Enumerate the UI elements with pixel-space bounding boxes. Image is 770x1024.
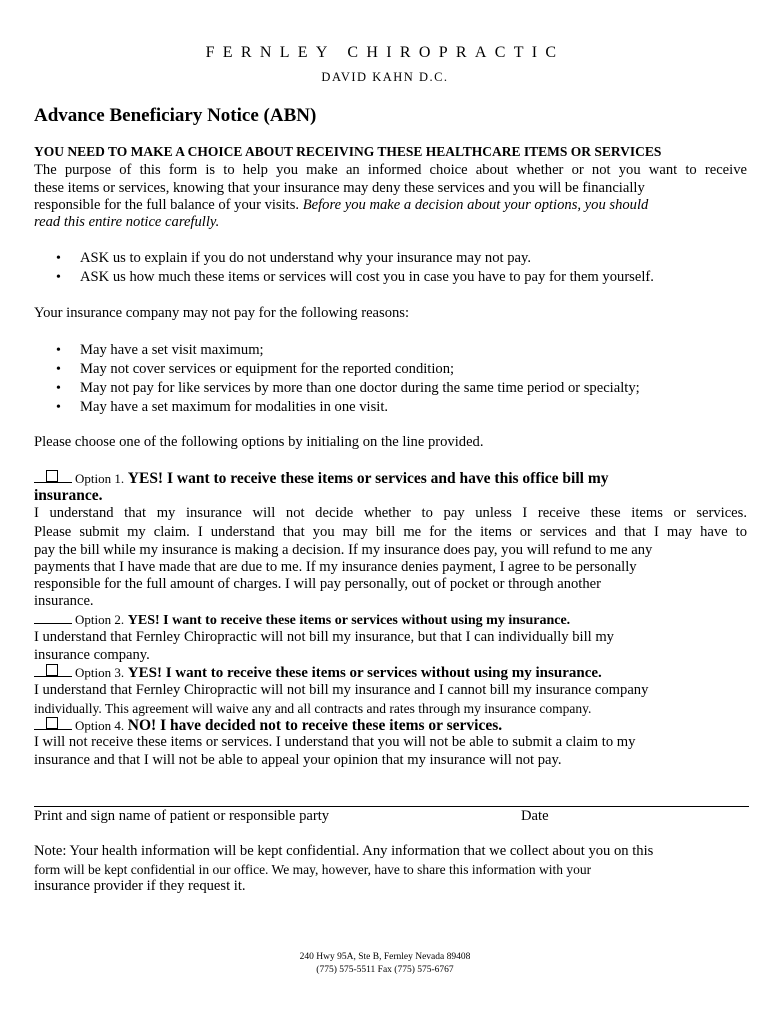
note-line: form will be kept confidential in our office. We may, however, have to share this information with your: [34, 862, 592, 877]
ask-bullet-1: ASK us to explain if you do not understand why your insurance may not pay.: [80, 250, 531, 266]
option-4-checkbox-icon[interactable]: [46, 717, 58, 729]
intro-line-1: The purpose of this form is to help you make an informed choice about whether or not you want to receive: [34, 162, 747, 178]
option-3-initial-line[interactable]: [34, 663, 72, 677]
page-title: Advance Beneficiary Notice (ABN): [34, 105, 317, 126]
option-2-row: [34, 610, 570, 629]
reason-1: May have a set visit maximum;: [80, 342, 264, 358]
bullet-icon: •: [56, 400, 61, 415]
option-3-line: I understand that Fernley Chiropractic will not bill my insurance and I cannot bill my insurance company: [34, 682, 649, 698]
option-1-initial-line[interactable]: [34, 469, 72, 483]
intro-line-4-italic: read this entire notice carefully.: [34, 214, 220, 230]
bullet-icon: •: [56, 381, 61, 396]
option-1-label: Option 1.: [75, 471, 125, 486]
option-1-checkbox-icon[interactable]: [46, 470, 58, 482]
option-4-initial-line[interactable]: [34, 716, 72, 730]
reasons-intro: Your insurance company may not pay for the following reasons:: [34, 305, 410, 321]
option-4-label: Option 4.: [75, 718, 125, 733]
bullet-icon: •: [56, 343, 61, 358]
option-3-row: [34, 663, 602, 682]
option-3-line: individually. This agreement will waive any and all contracts and rates through my insurance company.: [34, 701, 592, 716]
doctor-name: DAVID KAHN D.C.: [321, 70, 449, 84]
option-2-title: YES! I want to receive these items or services without using my insurance.: [127, 613, 571, 628]
practice-name: FERNLEY CHIROPRACTIC: [205, 44, 565, 61]
option-2-line: insurance company.: [34, 647, 150, 663]
note-line: Note: Your health information will be kept confidential. Any information that we collect about you on this: [34, 843, 654, 859]
option-1-title: YES! I want to receive these items or services and have this office bill my: [127, 470, 609, 487]
intro-line-4: [34, 214, 219, 231]
option-2-label: Option 2.: [75, 612, 125, 627]
option-1-line: pay the bill while my insurance is making a decision. If my insurance does pay, you will refund to me any: [34, 542, 653, 558]
option-1-row: [34, 469, 609, 488]
option-3-label: Option 3.: [75, 665, 125, 680]
note-line: insurance provider if they request it.: [34, 878, 246, 894]
option-2-initial-line[interactable]: [34, 610, 72, 624]
bullet-icon: •: [56, 251, 61, 266]
ask-bullet-2: ASK us how much these items or services will cost you in case you have to pay for them yourself.: [80, 269, 654, 285]
signature-name-label: Print and sign name of patient or responsible party: [34, 808, 330, 824]
option-1-line: insurance.: [34, 593, 94, 609]
option-4-row: [34, 716, 502, 735]
footer-phone: (775) 575-5511 Fax (775) 575-6767: [316, 965, 454, 975]
option-1-line: responsible for the full amount of charges. I will pay personally, out of pocket or through another: [34, 576, 601, 592]
reason-4: May have a set maximum for modalities in one visit.: [80, 399, 389, 415]
option-4-line: I will not receive these items or services. I understand that you will not be able to submit a claim to my: [34, 734, 636, 750]
signature-line[interactable]: [34, 806, 749, 807]
option-1-title-cont: insurance.: [34, 487, 103, 504]
option-1-line: Please submit my claim. I understand that you may bill me for the items or services and that I may have to: [34, 524, 747, 540]
option-3-title: YES! I want to receive these items or services without using my insurance.: [127, 665, 602, 681]
reason-2: May not cover services or equipment for the reported condition;: [80, 361, 455, 377]
signature-date-label: Date: [521, 808, 549, 824]
bullet-icon: •: [56, 270, 61, 285]
bullet-icon: •: [56, 362, 61, 377]
option-1-line: I understand that my insurance will not decide whether to pay unless I receive these items or services.: [34, 505, 747, 521]
option-3-checkbox-icon[interactable]: [46, 664, 58, 676]
choose-instruction: Please choose one of the following options by initialing on the line provided.: [34, 434, 484, 450]
footer-address: 240 Hwy 95A, Ste B, Fernley Nevada 89408: [299, 952, 471, 962]
intro-line-3-italic: Before you make a decision about your options, you should: [302, 197, 649, 213]
option-2-line: I understand that Fernley Chiropractic will not bill my insurance, but that I can individually bill my: [34, 629, 614, 645]
intro-line-3: [34, 197, 648, 214]
option-4-title: NO! I have decided not to receive these items or services.: [127, 717, 503, 734]
option-4-line: insurance and that I will not be able to appeal your opinion that my insurance will not pay.: [34, 752, 562, 768]
intro-line-2: these items or services, knowing that your insurance may deny these services and you will be financially: [34, 180, 645, 196]
option-1-line: payments that I have made that are due to me. If my insurance denies payment, I agree to be personally: [34, 559, 637, 575]
reason-3: May not pay for like services by more than one doctor during the same time period or specialty;: [80, 380, 640, 396]
intro-line-3-text: responsible for the full balance of your visits.: [34, 197, 300, 213]
choice-heading: YOU NEED TO MAKE A CHOICE ABOUT RECEIVING THESE HEALTHCARE ITEMS OR SERVICES: [34, 144, 662, 159]
